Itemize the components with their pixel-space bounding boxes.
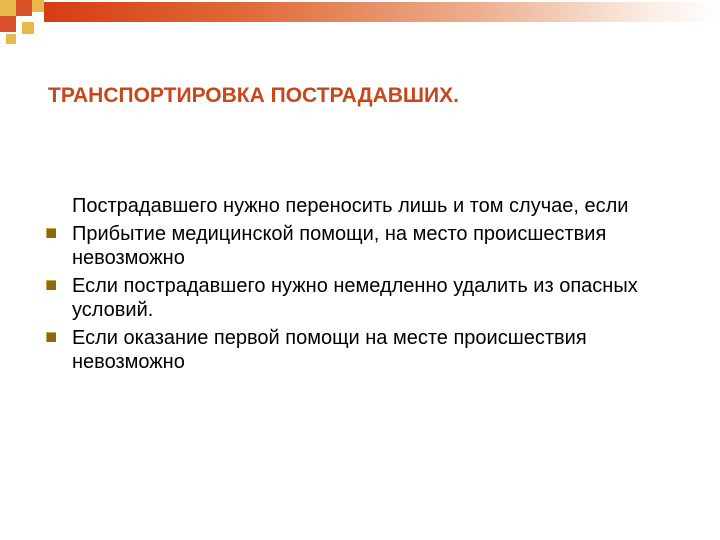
list-item-text: Если оказание первой помощи на месте происшествия невозможно: [72, 327, 587, 373]
list-item: [46, 326, 686, 374]
square-bullet-icon: [46, 228, 56, 238]
intro-text: Пострадавшего нужно переносить лишь и том случае, если: [72, 195, 629, 217]
list-item: [46, 274, 686, 322]
decorative-square: [0, 16, 16, 32]
slide-title: ТРАНСПОРТИРОВКА ПОСТРАДАВШИХ.: [48, 84, 459, 107]
decorative-square: [22, 22, 34, 34]
decorative-square: [32, 0, 44, 12]
square-bullet-icon: [46, 280, 56, 290]
list-item: [46, 222, 686, 270]
decorative-square: [6, 34, 16, 44]
decorative-square: [16, 0, 32, 16]
header-gradient-bar: [44, 2, 720, 22]
bullet-list: [46, 222, 686, 374]
square-bullet-icon: [46, 332, 56, 342]
list-item-text: Прибытие медицинской помощи, на место происшествия невозможно: [72, 223, 607, 269]
slide-body: [46, 194, 686, 378]
list-item-text: Если пострадавшего нужно немедленно удалить из опасных условий.: [72, 275, 638, 321]
decorative-square: [0, 0, 16, 16]
